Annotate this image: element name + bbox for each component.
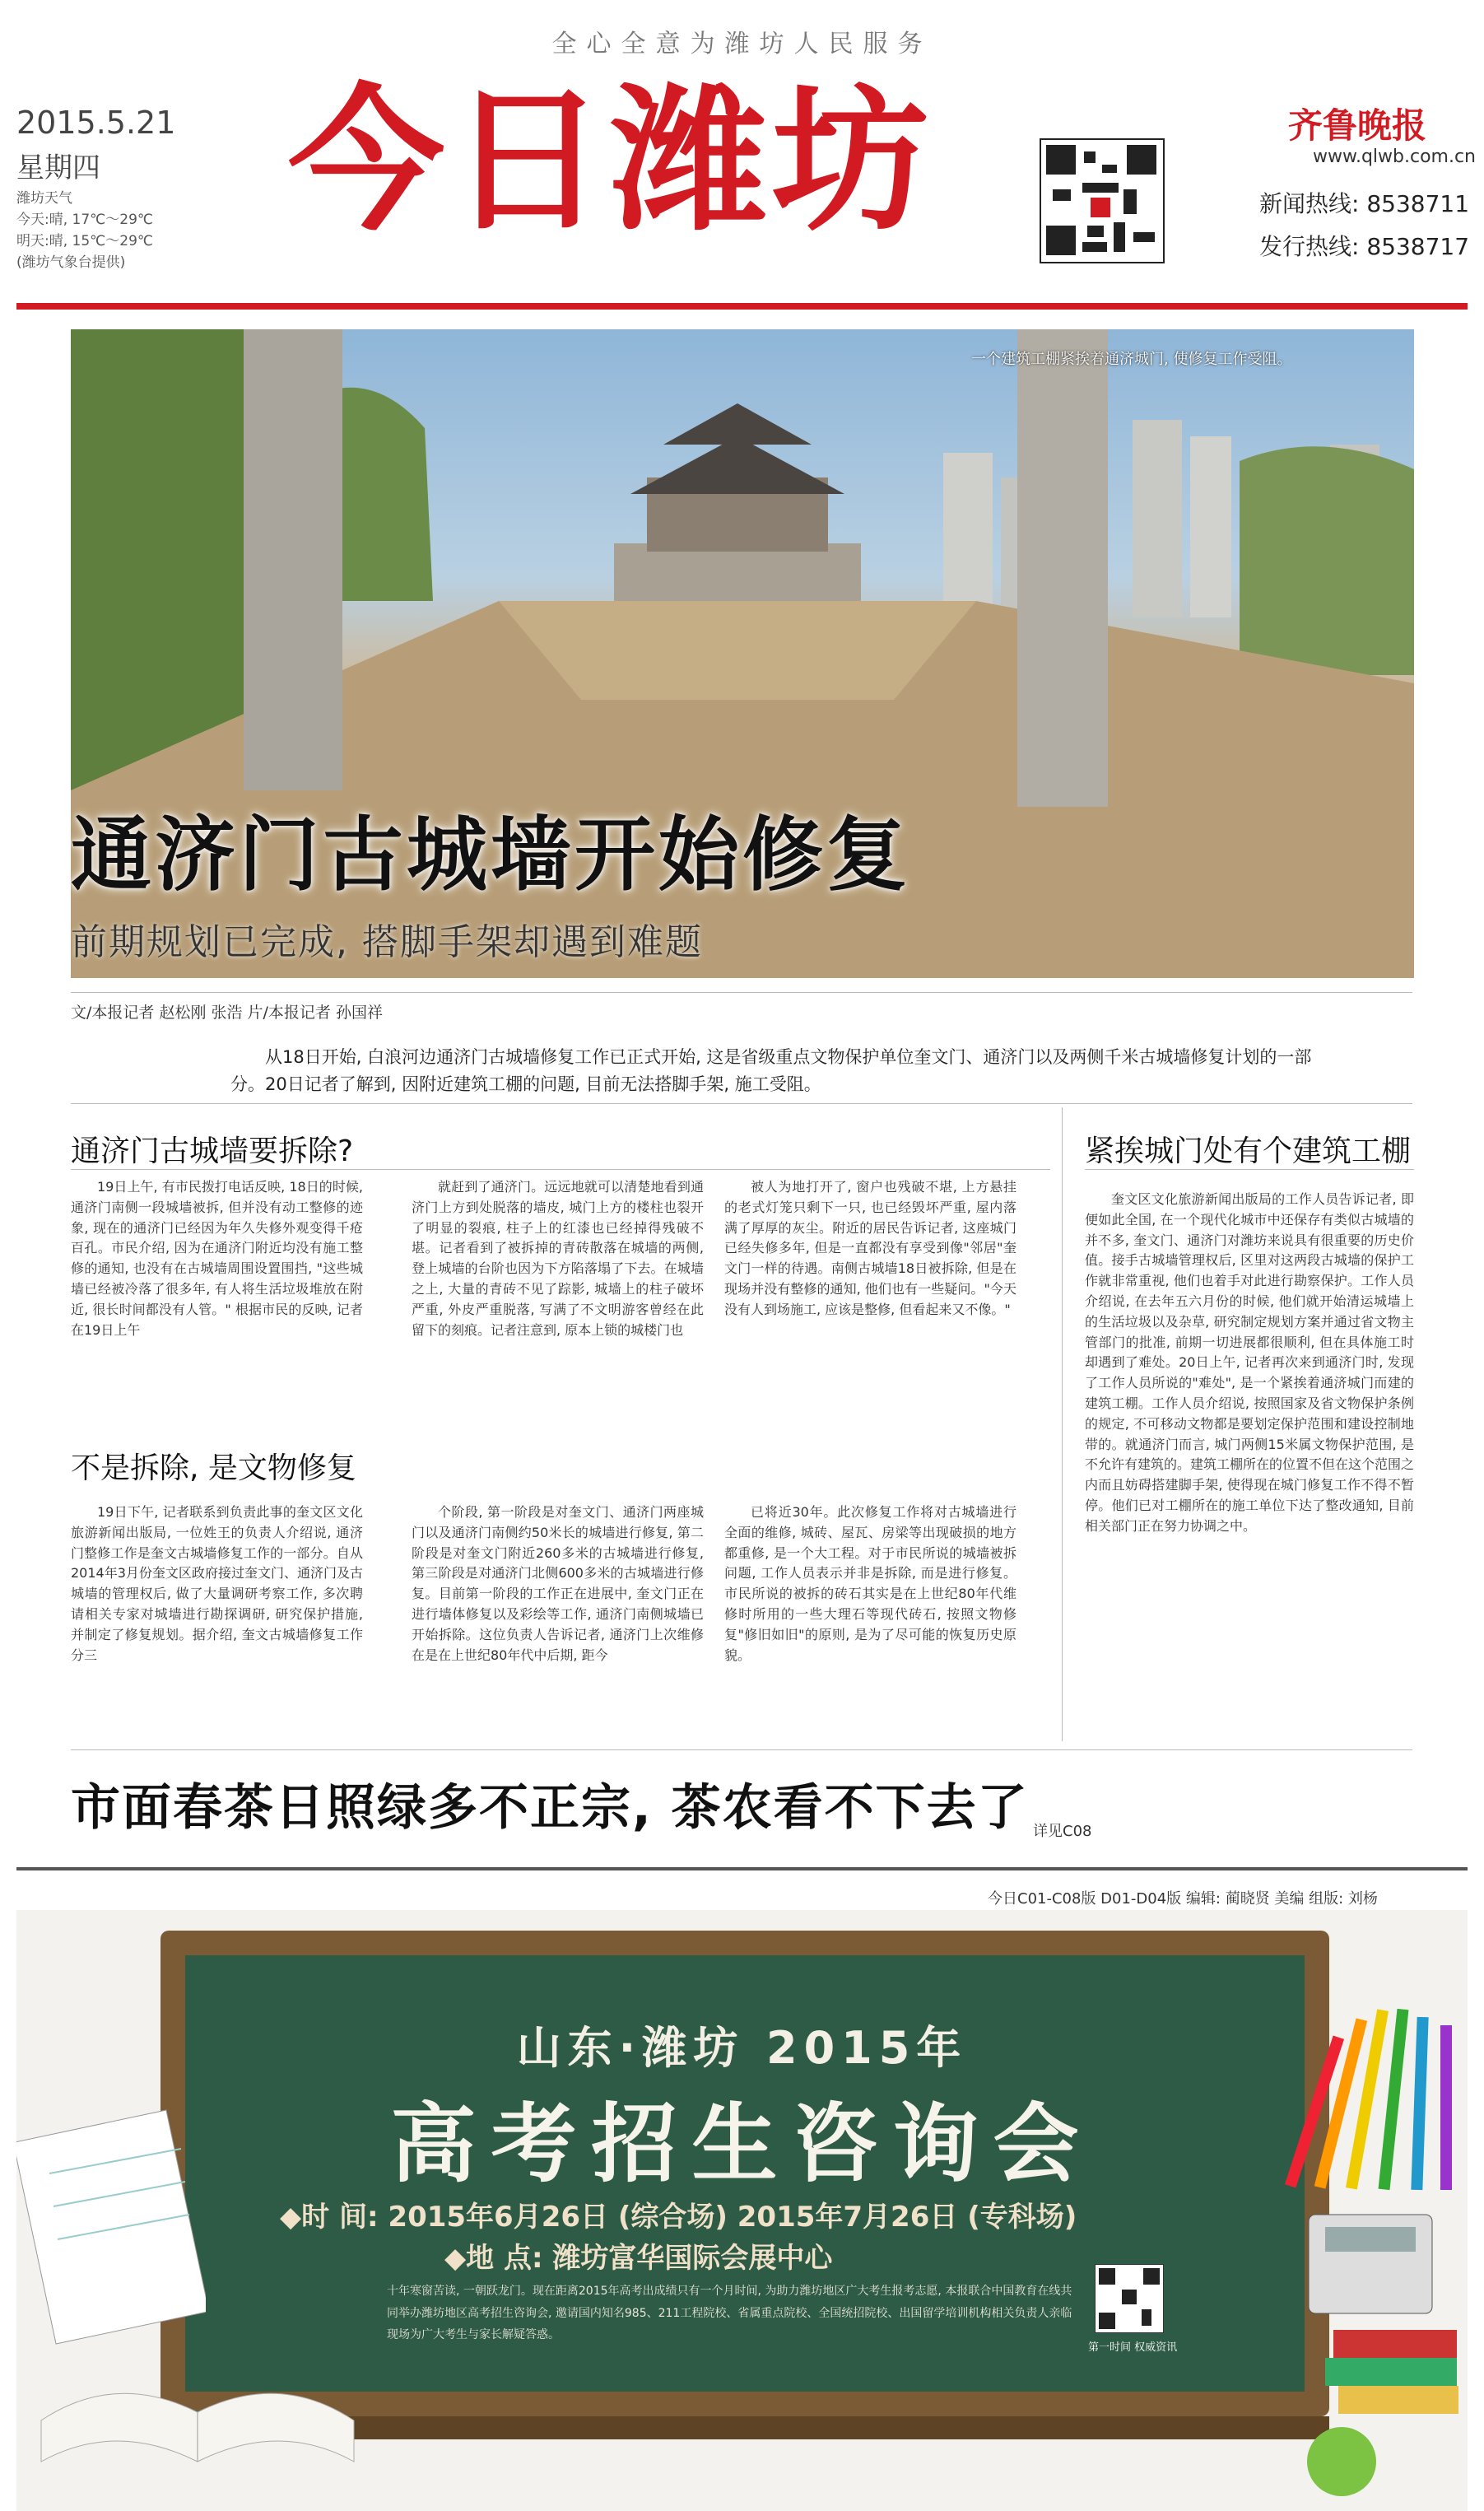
lead-rule <box>71 1103 1412 1104</box>
brand-logo: 齐鲁晚报 <box>1288 105 1427 146</box>
section3-column: 奎文区文化旅游新闻出版局的工作人员告诉记者, 即便如此全国, 在一个现代化城市中还保存有类似古城墙的并不多, 奎文门、通济门对潍坊来说具有很重要的历史价值。接手古城墙管理权后, 区里对这两段古城墙的保护工作就非常重视, 他们也着手对此进行勘察保护。工作人员介绍说, 在去年五六月份的时候, 他们就开始清运城墙上的生活垃圾以及杂草, 研究制定规划方案并通过省文物主管部门的批准, 前期一切进展都很顺利, 但在具体施工时却遇到了难处。20日上午, 记者再次来到通济门时, 发现了工作人员所说的"难处", 是一个紧挨着通济城门而建的建筑工棚。工作人员介绍说, 按照国家及省文物保护条例的规定, 不可移动文物都是要划定保护范围和建设控制地带的。就通济门而言, 城门两侧15米属文物保护范围, 是不允许有建筑的。建筑工棚所在的位置不但在这个范围之内而且妨碍搭建脚手架, 使得现在城门修复工作不得不暂停。他们已对工棚所在的施工单位下达了整改通知, 目前相关部门正在努力协调之中。 <box>1085 1191 1414 1534</box>
ad-time: ◆时 间: 2015年6月26日 (综合场) 2015年7月26日 (专科场) <box>280 2201 1077 2234</box>
column-divider <box>1062 1107 1063 1741</box>
weather-tomorrow: 明天:晴, 15℃～29℃ <box>16 233 153 249</box>
issue-weekday: 星期四 <box>16 151 100 184</box>
ad-place: ◆地 点: 潍坊富华国际会展中心 <box>444 2242 833 2275</box>
teaser-headline[interactable]: 市面春茶日照绿多不正宗, 茶农看不下去了 <box>71 1779 1029 1837</box>
section1-column-2: 就赶到了通济门。远远地就可以清楚地看到通济门上方到处脱落的墙皮, 城门上方的楼柱也裂开了明显的裂痕, 柱子上的红漆也已经掉得残破不堪。记者看到了被拆掉的青砖散落在城墙的两侧, 登上城墙的台阶也因为下方陷落塌了下去。在城墙之上, 大量的青砖不见了踪影, 城墙上的柱子破坏严重, 外皮严重脱落, 写满了不文明游客曾经在此留下的刻痕。记者注意到, 原本上锁的城楼门也 <box>412 1179 704 1338</box>
section1-column-1: 19日上午, 有市民拨打电话反映, 18日的时候, 通济门南侧一段城墙被拆, 但并没有动工整修的迹象, 现在的通济门已经因为年久失修外观变得千疮百孔。市民介绍, 因为在通济门附近均没有施工整修的通知, 也没有在古城墙周围设置围挡, "这些城墙已经被冷落了很多年, 有人将生活垃圾堆放在附近, 很长时间都没有人管。" 根据市民的反映, 记者在19日上午 <box>71 1179 363 1338</box>
lead-subheadline: 前期规划已完成, 搭脚手架却遇到难题 <box>71 921 703 963</box>
section1-column-3: 被人为地打开了, 窗户也残破不堪, 上方悬挂的老式灯笼只剩下一只, 也已经毁坏严重, 屋内落满了厚厚的灰尘。附近的居民告诉记者, 这座城门已经失修多年, 但是一直都没有享受到像"邻居"奎文门一样的待遇。南侧古城墙18日被拆除, 但是在现场并没有整修的通知, 他们也有一些疑问。"今天没有人到场施工, 应该是整修, 但看起来又不像。" <box>724 1179 1016 1317</box>
section1-title: 通济门古城墙要拆除? <box>71 1134 354 1168</box>
section2-column-2: 个阶段, 第一阶段是对奎文门、通济门两座城门以及通济门南侧约50米长的城墙进行修复, 第二阶段是对奎文门附近260多米的古城墙进行修复, 第三阶段是对通济门北侧600多米的古城墙进行修复。目前第一阶段的工作正在进展中, 奎文门正在进行墙体修复以及彩绘等工作, 通济门南侧城墙已开始拆除。这位负责人告诉记者, 通济门上次维修在是在上世纪80年代中后期, 距今 <box>412 1504 704 1663</box>
weather-title: 潍坊天气 <box>16 190 72 207</box>
teaser-rule <box>71 1749 1412 1750</box>
byline-rule <box>71 992 1412 993</box>
section2-title: 不是拆除, 是文物修复 <box>71 1451 356 1485</box>
section1-rule <box>71 1169 1050 1170</box>
ad-title-line1: 山东·潍坊 2015年 <box>516 2022 968 2074</box>
masthead-divider <box>16 303 1468 310</box>
brand-url[interactable]: www.qlwb.com.cn <box>1313 147 1476 167</box>
teaser-page-ref[interactable]: 详见C08 <box>1033 1823 1092 1840</box>
masthead-slogan: 全心全意为潍坊人民服务 <box>551 30 933 58</box>
ad-body-text: 十年寒窗苦读, 一朝跃龙门。现在距离2015年高考出成绩只有一个月时间, 为助力潍坊地区广大考生报考志愿, 本报联合中国教育在线共同举办潍坊地区高考招生咨询会, 邀请国内知名985、211工程院校、省属重点院校、全国统招院校、出国留学培训机构相关负责人亲临现场为广大考生与家长解疑答惑。 <box>387 2285 1072 2342</box>
distribution-hotline: 发行热线: 8538717 <box>1259 233 1470 260</box>
ad-qr-code[interactable] <box>1095 2264 1164 2333</box>
ad-qr-label: 第一时间 权威资讯 <box>1088 2341 1178 2354</box>
masthead-title: 今日潍坊 <box>288 68 934 252</box>
lead-headline[interactable]: 通济门古城墙开始修复 <box>71 808 911 902</box>
weather-source: (潍坊气象台提供) <box>16 254 126 271</box>
section3-rule <box>1085 1169 1414 1170</box>
lead-byline: 文/本报记者 赵松刚 张浩 片/本报记者 孙国祥 <box>71 1004 383 1022</box>
ad-title-line2[interactable]: 高考招生咨询会 <box>390 2094 1094 2194</box>
weather-today: 今天:晴, 17℃～29℃ <box>16 212 153 228</box>
page-info: 今日C01-C08版 D01-D04版 编辑: 蔺晓贤 美编 组版: 刘杨 <box>988 1890 1378 1908</box>
photo-caption: 一个建筑工棚紧挨着通济城门, 使修复工作受阻。 <box>971 351 1292 368</box>
masthead-qr-code <box>1040 138 1165 263</box>
lead-paragraph: 从18日开始, 白浪河边通济门古城墙修复工作已正式开始, 这是省级重点文物保护单位奎文门、通济门以及两侧千米古城墙修复计划的一部分。20日记者了解到, 因附近建筑工棚的问题, 目前无法搭脚手架, 施工受阻。 <box>230 1047 1312 1094</box>
section3-title: 紧挨城门处有个建筑工棚 <box>1085 1134 1412 1168</box>
open-book-illustration <box>25 2297 370 2495</box>
footer-rule <box>16 1867 1468 1870</box>
news-hotline: 新闻热线: 8538711 <box>1259 190 1470 217</box>
section2-column-3: 已将近30年。此次修复工作将对古城墙进行全面的维修, 城砖、屋瓦、房梁等出现破损的地方都重修, 是一个大工程。对于市民所说的城墙被拆问题, 工作人员表示并非是拆除, 而是进行修复。市民所说的被拆的砖石其实是在上世纪80年代维修时所用的一些大理石等现代砖石, 按照文物修复"修旧如旧"的原则, 是为了尽可能的恢复历史原貌。 <box>724 1504 1016 1663</box>
books-and-apple-illustration <box>1284 2206 1465 2503</box>
issue-date: 2015.5.21 <box>16 105 176 141</box>
section2-column-1: 19日下午, 记者联系到负责此事的奎文区文化旅游新闻出版局, 一位姓王的负责人介绍说, 通济门整修工作是奎文古城墙修复工作的一部分。自从2014年3月份奎文区政府接过奎文门、通济门及古城墙的管理权后, 做了大量调研考察工作, 多次聘请相关专家对城墙进行勘探调研, 研究保护措施, 并制定了修复规划。据介绍, 奎文古城墙修复工作分三 <box>71 1504 363 1663</box>
